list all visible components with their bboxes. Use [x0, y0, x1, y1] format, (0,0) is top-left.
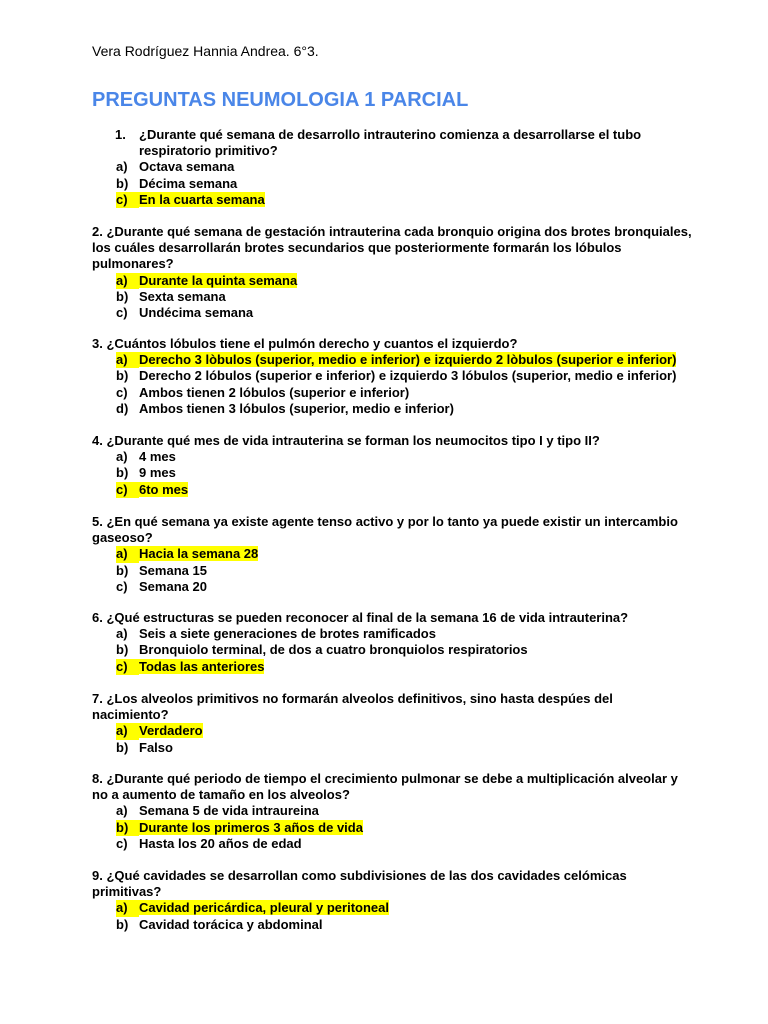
question-1 — [92, 127, 692, 208]
question-text: 4. ¿Durante qué mes de vida intrauterina se forman los neumocitos tipo I y tipo II? — [92, 433, 600, 448]
answer-option — [92, 836, 692, 852]
option-text: Semana 15 — [139, 562, 207, 578]
question-6 — [92, 610, 692, 675]
option-letter: a) — [116, 546, 139, 562]
question-9 — [92, 868, 692, 933]
answer-option — [92, 563, 692, 579]
question-4 — [92, 433, 692, 498]
option-text: Durante los primeros 3 años de vida — [139, 819, 363, 835]
option-letter: c) — [116, 835, 128, 851]
option-letter: b) — [116, 916, 129, 932]
option-letter: d) — [116, 400, 129, 416]
answer-option — [92, 803, 692, 819]
option-letter: a) — [116, 803, 128, 819]
option-text: Cavidad torácica y abdominal — [139, 916, 323, 932]
answer-option — [92, 368, 692, 384]
option-letter: a) — [116, 723, 139, 739]
question-7 — [92, 691, 692, 756]
option-letter: c) — [116, 192, 139, 208]
answer-option — [92, 289, 692, 305]
option-text: 4 mes — [139, 449, 176, 465]
option-letter: b) — [116, 465, 129, 481]
document-title: PREGUNTAS NEUMOLOGIA 1 PARCIAL — [92, 89, 469, 111]
option-letter: c) — [116, 305, 128, 321]
question-2 — [92, 224, 692, 321]
option-letter: b) — [116, 820, 139, 836]
question-number: 1. — [115, 127, 126, 142]
option-letter: a) — [116, 626, 128, 642]
option-letter: a) — [116, 449, 128, 465]
option-letter: c) — [116, 578, 128, 594]
answer-option-highlighted — [92, 723, 692, 739]
answer-option-highlighted — [92, 273, 692, 289]
answer-option — [92, 385, 692, 401]
option-letter: b) — [116, 642, 129, 658]
answer-option — [92, 305, 692, 321]
option-letter: b) — [116, 368, 129, 384]
answer-option-highlighted — [92, 659, 692, 675]
answer-option — [92, 626, 692, 642]
answer-option — [92, 449, 692, 465]
answer-option-highlighted — [92, 192, 692, 208]
option-text: Undécima semana — [139, 305, 254, 321]
question-text: 8. ¿Durante qué periodo de tiempo el crecimiento pulmonar se debe a multiplicación alveolar y no a aumento de tamaño en los alveolos? — [92, 771, 678, 803]
answer-option — [92, 401, 692, 417]
option-text: Falso — [139, 739, 173, 755]
question-body: ¿Durante qué semana de desarrollo intrauterino comienza a desarrollarse el tubo respiratorio primitivo? — [139, 127, 642, 159]
answer-option-highlighted — [92, 352, 692, 368]
question-text: 7. ¿Los alveolos primitivos no formarán alveolos definitivos, sino hasta despúes del nacimiento? — [92, 691, 613, 723]
option-text: Seis a siete generaciones de brotes ramificados — [139, 626, 436, 642]
option-letter: b) — [116, 288, 129, 304]
option-letter: b) — [116, 739, 129, 755]
option-letter: c) — [116, 482, 139, 498]
option-text: Todas las anteriores — [139, 658, 265, 674]
question-text: 6. ¿Qué estructuras se pueden reconocer al final de la semana 16 de vida intrauterina? — [92, 610, 629, 625]
option-text: Ambos tienen 2 lóbulos (superior e inferior) — [139, 384, 410, 400]
answer-option — [92, 740, 692, 756]
option-letter: b) — [116, 175, 129, 191]
question-text: 3. ¿Cuántos lóbulos tiene el pulmón derecho y cuantos el izquierdo? — [92, 336, 518, 351]
option-letter: a) — [116, 273, 139, 289]
answer-option — [92, 642, 692, 658]
question-3 — [92, 336, 692, 417]
option-letter: c) — [116, 659, 139, 675]
option-text: Verdadero — [139, 723, 203, 739]
option-text: Hasta los 20 años de edad — [139, 835, 302, 851]
question-8 — [92, 771, 692, 852]
option-text: Décima semana — [139, 175, 238, 191]
answer-option — [92, 465, 692, 481]
option-text: Ambos tienen 3 lóbulos (superior, medio e inferior) — [139, 400, 454, 416]
option-text: Durante la quinta semana — [139, 272, 298, 288]
answer-option — [92, 917, 692, 933]
answer-option-highlighted — [92, 820, 692, 836]
answer-option — [92, 159, 692, 175]
option-text: Cavidad pericárdica, pleural y peritoneal — [139, 900, 389, 916]
answer-option-highlighted — [92, 900, 692, 916]
option-text: Bronquiolo terminal, de dos a cuatro bronquiolos respiratorios — [139, 642, 528, 658]
option-text: 9 mes — [139, 465, 176, 481]
answer-option — [92, 176, 692, 192]
option-text: Derecho 3 lòbulos (superior, medio e inferior) e izquierdo 2 lòbulos (superior e inferior) — [139, 352, 677, 368]
option-text: Semana 5 de vida intraureina — [139, 803, 319, 819]
question-text: 9. ¿Qué cavidades se desarrollan como subdivisiones de las dos cavidades celómicas primitivas? — [92, 868, 627, 900]
answer-option-highlighted — [92, 546, 692, 562]
answer-option — [92, 579, 692, 595]
option-letter: b) — [116, 562, 129, 578]
option-text: 6to mes — [139, 481, 189, 497]
option-text: Semana 20 — [139, 578, 207, 594]
question-5 — [92, 514, 692, 595]
option-text: Sexta semana — [139, 288, 226, 304]
question-text: 2. ¿Durante qué semana de gestación intrauterina cada bronquio origina dos brotes bronquiales, los cuáles desarrollarán brotes secundarios que posteriormente formarán los lóbulos pulmonares? — [92, 224, 692, 272]
option-letter: a) — [116, 159, 128, 175]
question-text — [92, 127, 692, 159]
author-line: Vera Rodríguez Hannia Andrea. 6°3. — [92, 43, 319, 59]
option-text: Hacia la semana 28 — [139, 546, 259, 562]
option-letter: c) — [116, 384, 128, 400]
option-letter: a) — [116, 352, 139, 368]
option-text: En la cuarta semana — [139, 191, 265, 207]
answer-option-highlighted — [92, 482, 692, 498]
option-letter: a) — [116, 900, 139, 916]
question-text: 5. ¿En qué semana ya existe agente tenso activo y por lo tanto ya puede existir un intercambio gaseoso? — [92, 514, 678, 546]
option-text: Octava semana — [139, 159, 235, 175]
option-text: Derecho 2 lóbulos (superior e inferior) e izquierdo 3 lóbulos (superior, medio e inferior) — [139, 368, 677, 384]
